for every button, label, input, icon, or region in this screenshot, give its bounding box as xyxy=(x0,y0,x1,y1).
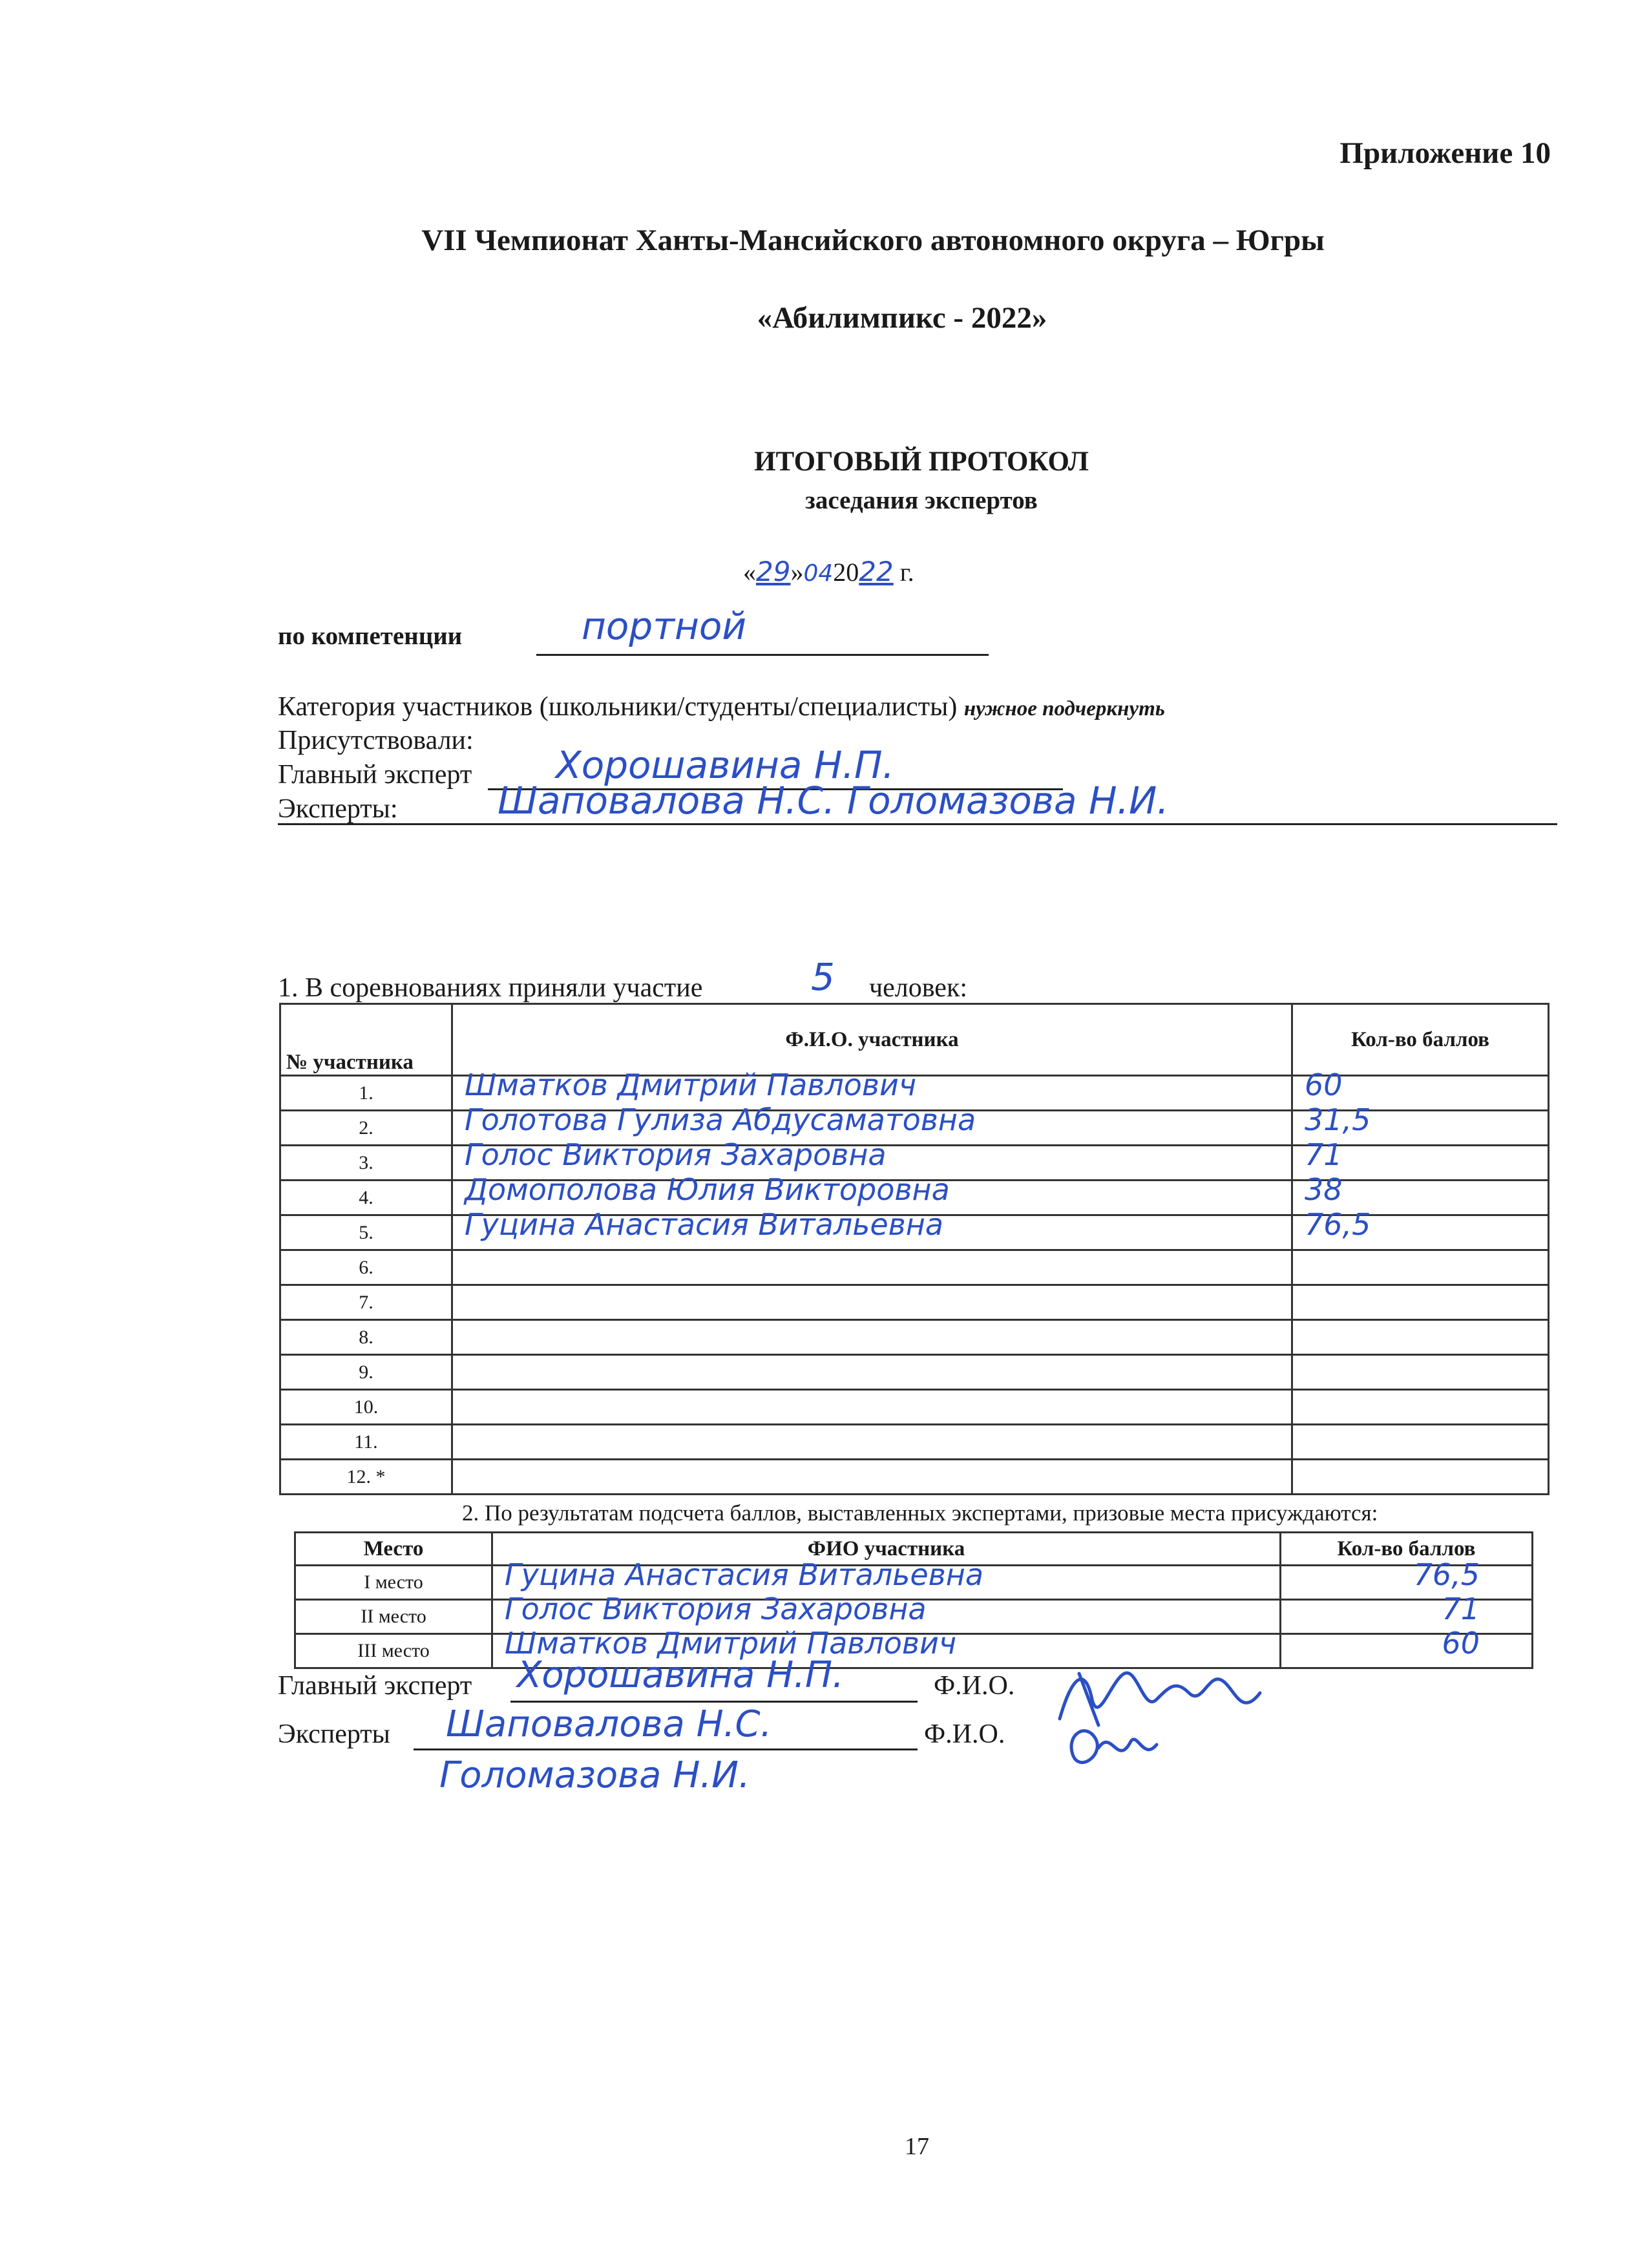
participant-name-text: Голотова Гулиза Абдусаматовна xyxy=(465,1102,976,1137)
championship-title: VII Чемпионат Ханты-Мансийского автономного округа – Югры xyxy=(421,224,1325,257)
competence-underline xyxy=(536,654,989,656)
event-title: «Абилимпикс - 2022» xyxy=(757,301,1047,335)
category-options: Категория участников (школьники/студенты/специалисты) xyxy=(278,692,958,722)
participant-name xyxy=(452,1425,1292,1460)
participant-score-text: 38 xyxy=(1305,1172,1343,1207)
winner-score-text: 76,5 xyxy=(1413,1557,1480,1592)
row-number: 1. xyxy=(280,1076,452,1111)
winner-name-text: Гуцина Анастасия Витальевна xyxy=(505,1557,984,1592)
header-winner-name: ФИО участника xyxy=(492,1533,1281,1566)
participant-name xyxy=(452,1207,1292,1250)
protocol-title: ИТОГОВЫЙ ПРОТОКОЛ xyxy=(754,446,1089,477)
participant-score-text: 31,5 xyxy=(1305,1102,1371,1137)
table-row xyxy=(280,1390,1549,1425)
experts-value: Шаповалова Н.С. Голомазова Н.И. xyxy=(498,779,1169,823)
category-text xyxy=(278,691,1165,722)
competence-value: портной xyxy=(582,604,747,648)
participants-header-row xyxy=(280,1004,1549,1076)
experts-signature-mark xyxy=(1060,1716,1163,1780)
sign-chief-fio: Ф.И.О. xyxy=(934,1671,1015,1701)
row-number: 11. xyxy=(280,1425,452,1460)
sign-experts-fio: Ф.И.О. xyxy=(924,1719,1005,1749)
table-row xyxy=(280,1425,1549,1460)
table-row xyxy=(280,1320,1549,1355)
sign-chief-value: Хорошавина Н.П. xyxy=(517,1654,844,1696)
participation-suffix: человек: xyxy=(869,973,968,1003)
participant-name xyxy=(452,1355,1292,1390)
participant-score xyxy=(1292,1390,1549,1425)
place-label: III место xyxy=(295,1634,492,1668)
participant-score xyxy=(1292,1250,1549,1285)
participant-name xyxy=(452,1460,1292,1495)
sign-experts-label: Эксперты xyxy=(278,1719,390,1749)
participant-name xyxy=(452,1320,1292,1355)
table-row xyxy=(280,1285,1549,1320)
participant-score xyxy=(1292,1320,1549,1355)
date-month: 04 xyxy=(803,560,834,587)
participant-score-text: 60 xyxy=(1305,1067,1343,1102)
winner-name-text: Шматков Дмитрий Павлович xyxy=(505,1626,957,1661)
row-number: 9. xyxy=(280,1355,452,1390)
winner-score xyxy=(1281,1626,1533,1668)
page-number: 17 xyxy=(905,2133,929,2160)
date-open-quote: « xyxy=(743,558,756,587)
experts-label: Эксперты: xyxy=(278,794,398,824)
row-number: 10. xyxy=(280,1390,452,1425)
participant-name-text: Голос Виктория Захаровна xyxy=(465,1137,887,1172)
competence-label: по компетенции xyxy=(278,622,463,650)
sign-experts-underline xyxy=(414,1748,918,1750)
table-row xyxy=(280,1460,1549,1495)
participant-name-text: Гуцина Анастасия Витальевна xyxy=(465,1207,944,1242)
participant-score-text: 71 xyxy=(1305,1137,1343,1172)
header-name: Ф.И.О. участника xyxy=(452,1004,1292,1076)
participant-score xyxy=(1292,1207,1549,1250)
sign-expert2-value: Голомазова Н.И. xyxy=(439,1754,750,1796)
category-note: нужное подчеркнуть xyxy=(963,697,1165,720)
protocol-date xyxy=(743,556,914,587)
participant-score xyxy=(1292,1285,1549,1320)
participant-score xyxy=(1292,1460,1549,1495)
present-label: Присутствовали: xyxy=(278,726,474,755)
header-number: № участника xyxy=(280,1004,452,1076)
table-row xyxy=(280,1215,1549,1250)
table-row xyxy=(280,1355,1549,1390)
results-intro: 2. По результатам подсчета баллов, выставленных экспертами, призовые места присуждаются: xyxy=(462,1500,1378,1526)
sign-chief-label: Главный эксперт xyxy=(278,1671,472,1701)
winner-score-text: 71 xyxy=(1442,1591,1480,1626)
table-row xyxy=(280,1250,1549,1285)
row-number: 5. xyxy=(280,1215,452,1250)
participant-score-text: 76,5 xyxy=(1305,1207,1371,1242)
date-day: 29 xyxy=(756,556,791,587)
winner-name-text: Голос Виктория Захаровна xyxy=(505,1591,927,1626)
header-winner-score: Кол-во баллов xyxy=(1281,1533,1533,1566)
row-number: 6. xyxy=(280,1250,452,1285)
participant-score xyxy=(1292,1425,1549,1460)
row-number: 2. xyxy=(280,1111,452,1146)
winner-score xyxy=(1281,1557,1533,1600)
chief-expert-label: Главный эксперт xyxy=(278,760,472,790)
row-number: 8. xyxy=(280,1320,452,1355)
participant-name xyxy=(452,1285,1292,1320)
participants-table xyxy=(279,1003,1549,1495)
row-number: 7. xyxy=(280,1285,452,1320)
header-place: Место xyxy=(295,1533,492,1566)
chief-expert-value: Хорошавина Н.П. xyxy=(556,743,895,787)
date-close-quote: » xyxy=(790,558,804,587)
participant-name xyxy=(452,1250,1292,1285)
row-number: 3. xyxy=(280,1146,452,1181)
row-number: 4. xyxy=(280,1181,452,1215)
date-year-suffix: 22 xyxy=(859,556,894,587)
results-table xyxy=(294,1531,1533,1669)
row-number: 12. * xyxy=(280,1460,452,1495)
participant-name-text: Домополова Юлия Викторовна xyxy=(465,1172,950,1207)
participant-name-text: Шматков Дмитрий Павлович xyxy=(465,1067,917,1102)
date-year-prefix: 20 xyxy=(833,558,859,587)
winner-score xyxy=(1281,1591,1533,1634)
sign-expert1-value: Шаповалова Н.С. xyxy=(446,1703,772,1745)
participation-count: 5 xyxy=(811,955,835,999)
participant-name xyxy=(452,1390,1292,1425)
winner-score-text: 60 xyxy=(1442,1626,1480,1661)
table-row xyxy=(295,1634,1533,1668)
experts-underline xyxy=(278,823,1557,825)
participation-prefix: 1. В соревнованиях приняли участие xyxy=(278,973,703,1003)
participant-score xyxy=(1292,1355,1549,1390)
date-suffix: г. xyxy=(893,558,914,587)
protocol-subtitle: заседания экспертов xyxy=(805,487,1038,514)
sign-chief-underline xyxy=(510,1701,918,1703)
place-label: I место xyxy=(295,1566,492,1600)
place-label: II место xyxy=(295,1600,492,1634)
appendix-label: Приложение 10 xyxy=(1339,136,1551,170)
header-score: Кол-во баллов xyxy=(1292,1004,1549,1076)
